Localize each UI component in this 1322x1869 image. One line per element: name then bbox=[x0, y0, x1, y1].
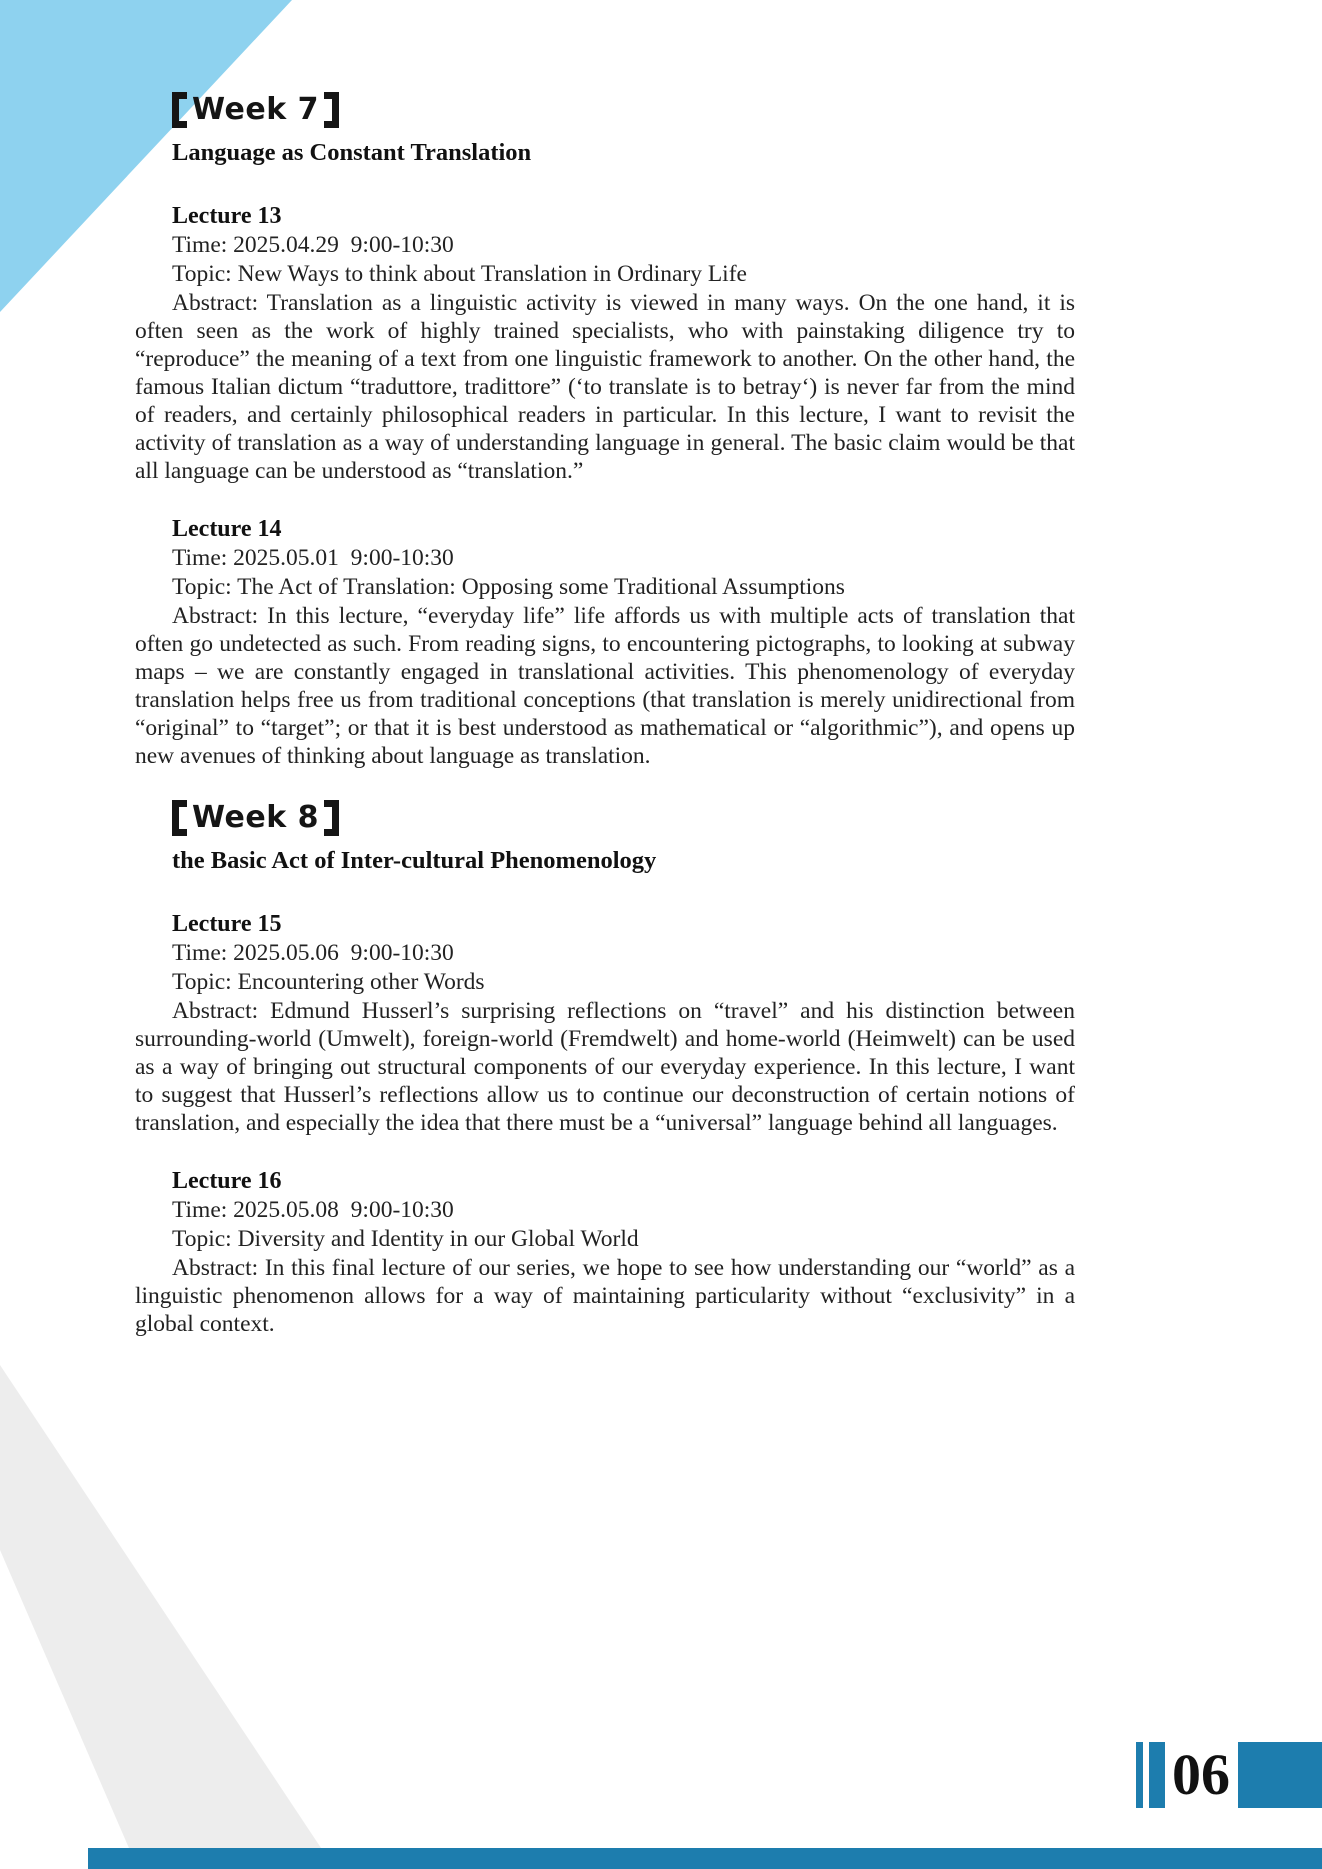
week-7-title: Week 7 bbox=[192, 92, 319, 127]
week-8-section bbox=[135, 798, 1075, 1338]
page-number: 06 bbox=[1172, 1742, 1230, 1807]
lecture-16-topic: Topic: Diversity and Identity in our Global World bbox=[172, 1226, 639, 1252]
bottom-accent-bar bbox=[88, 1848, 1322, 1869]
lecture-15-title: Lecture 15 bbox=[172, 911, 282, 937]
lecture-14-abstract: Abstract: In this lecture, “everyday life” life affords us with multiple acts of translation that often go undetected as such. From reading signs, to encountering pictographs, to looking at subway maps – we are constantly engaged in translational activities. This phenomenology of everyday translation helps free us from traditional conceptions (that translation is merely unidirectional from “original” to “target”; or that it is best understood as mathematical or “algorithmic”), and opens up new avenues of thinking about language as translation. bbox=[135, 603, 1075, 769]
lecture-15-time: Time: 2025.05.06 9:00-10:30 bbox=[172, 940, 454, 966]
lecture-16-title: Lecture 16 bbox=[172, 1168, 282, 1194]
lecture-16-block bbox=[135, 1167, 1075, 1338]
lecture-13-block bbox=[135, 202, 1075, 485]
lenticular-bracket-open-icon bbox=[172, 92, 187, 128]
lecture-16-abstract: Abstract: In this final lecture of our series, we hope to see how understanding our “world” as a linguistic phenomenon allows for a way of maintaining particularity without “exclusivity” in a global context. bbox=[135, 1255, 1075, 1337]
page-footer bbox=[1136, 1742, 1322, 1808]
lenticular-bracket-close-icon bbox=[324, 92, 339, 128]
week-7-subtitle: Language as Constant Translation bbox=[172, 139, 532, 166]
lecture-14-time: Time: 2025.05.01 9:00-10:30 bbox=[172, 545, 454, 571]
page-content bbox=[135, 0, 1075, 1338]
lecture-16-time: Time: 2025.05.08 9:00-10:30 bbox=[172, 1197, 454, 1223]
page-number-thin-bar bbox=[1136, 1742, 1143, 1808]
lecture-14-topic: Topic: The Act of Translation: Opposing some Traditional Assumptions bbox=[172, 574, 845, 600]
page-number-wide-bar bbox=[1149, 1742, 1165, 1808]
week-8-title: Week 8 bbox=[192, 800, 319, 835]
page-number-square bbox=[1238, 1742, 1322, 1808]
lecture-13-topic: Topic: New Ways to think about Translation in Ordinary Life bbox=[172, 261, 747, 287]
lenticular-bracket-open-icon bbox=[172, 800, 187, 836]
lenticular-bracket-close-icon bbox=[324, 800, 339, 836]
week-7-heading bbox=[172, 90, 1075, 130]
week-8-heading bbox=[172, 798, 1075, 838]
lecture-13-abstract: Abstract: Translation as a linguistic activity is viewed in many ways. On the one hand, it is often seen as the work of highly trained specialists, who with painstaking diligence try to “reproduce” the meaning of a text from one linguistic framework to another. On the other hand, the famous Italian dictum “traduttore, tradittore” (‘to translate is to betray‘) is never far from the mind of readers, and certainly philosophical readers in particular. In this lecture, I want to revisit the activity of translation as a way of understanding language in general. The basic claim would be that all language can be understood as “translation.” bbox=[135, 290, 1075, 484]
lecture-15-topic: Topic: Encountering other Words bbox=[172, 969, 485, 995]
week-7-section bbox=[135, 90, 1075, 770]
lecture-13-time: Time: 2025.04.29 9:00-10:30 bbox=[172, 232, 454, 258]
lecture-15-block bbox=[135, 910, 1075, 1137]
lecture-13-title: Lecture 13 bbox=[172, 203, 282, 229]
lecture-15-abstract: Abstract: Edmund Husserl’s surprising reflections on “travel” and his distinction between surrounding-world (Umwelt), foreign-world (Fremdwelt) and home-world (Heimwelt) can be used as a way of bringing out structural components of our everyday experience. In this lecture, I want to suggest that Husserl’s reflections allow us to continue our deconstruction of certain notions of translation, and especially the idea that there must be a “universal” language behind all languages. bbox=[135, 998, 1075, 1136]
lecture-14-block bbox=[135, 515, 1075, 770]
lecture-14-title: Lecture 14 bbox=[172, 516, 282, 542]
week-8-subtitle: the Basic Act of Inter-cultural Phenomenology bbox=[172, 847, 657, 874]
